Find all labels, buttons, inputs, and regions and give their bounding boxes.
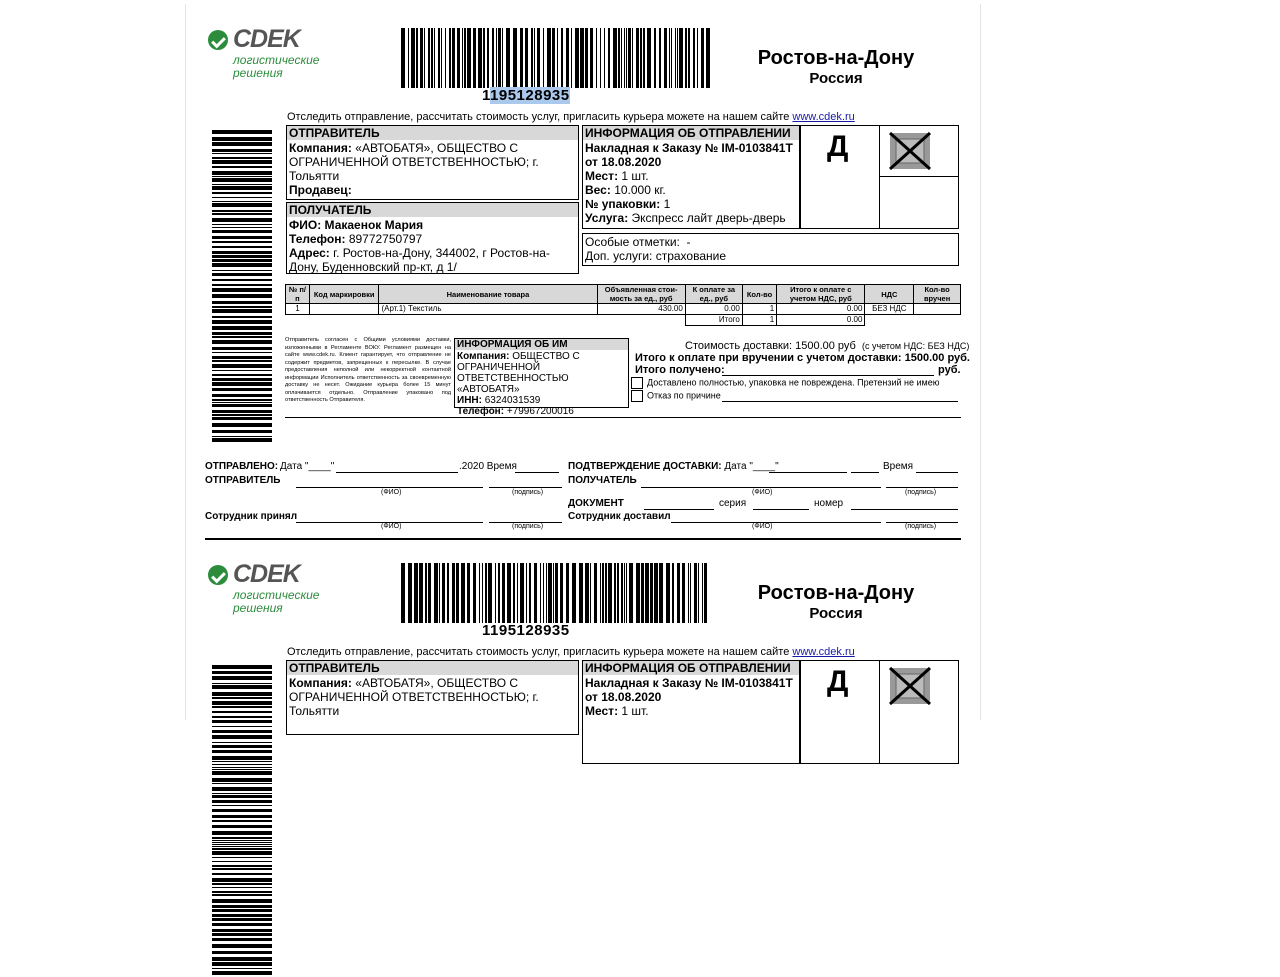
sender-box [286, 125, 579, 200]
marks-divider-h [879, 176, 959, 177]
cdek-site-link[interactable]: www.cdek.ru [792, 111, 855, 123]
confirm-time-line [916, 472, 958, 473]
sent-year: .2020 Время [459, 461, 517, 472]
cell-qty: 1 [742, 304, 776, 315]
destination-country: Россия [809, 70, 863, 87]
recipient-box [286, 202, 579, 274]
waybill-page [185, 4, 981, 720]
caption-sign-2: (подпись) [512, 523, 544, 530]
sender-fio-line [296, 487, 483, 488]
caption-sign-3: (подпись) [905, 489, 937, 496]
tracking-note: Отследить отправление, рассчитать стоимость услуг, пригласить курьера можете на нашем сайте www.cdek.ru [287, 111, 855, 123]
barcode-2 [401, 563, 713, 623]
logo-name: CDEK [233, 25, 300, 53]
marks-divider [879, 126, 880, 228]
sender-seller: Продавец: [289, 183, 352, 197]
cell-total: 0.00 [777, 304, 865, 315]
col-qty: Кол-во [742, 285, 776, 304]
employee-accepted: Сотрудник принял [205, 511, 298, 522]
marks-box [800, 125, 959, 229]
total-qty: 1 [742, 315, 776, 326]
no-fragile-icon [887, 129, 933, 173]
document-line [644, 509, 714, 510]
legal-terms: Отправитель согласен с Общими условиями доставки, изложенными в Регламенте ВОКУ. Регламент размещен на сайте www.cdek.ru. Клиент гарантирует, что отправление не содержит предметов, запрещенных к пересылке. В случае предоставления неполной или некорректной контактной информации Исполнитель ответственность за своевременную доставку не несет. Ожидание курьера более 15 минут оплачивается отдельно. Отправление упаковано под ответственность Отправителя. [285, 337, 451, 403]
recipient-header: ПОЛУЧАТЕЛЬ [287, 203, 578, 217]
special-marks: Особые отметки: - [585, 235, 691, 249]
destination [736, 46, 936, 88]
cell-name: (Арт.1) Текстиль [379, 304, 597, 315]
refusal-line [722, 401, 958, 402]
shipment-date-2: от 18.08.2020 [585, 690, 662, 704]
received-label: Итого получено: [635, 364, 725, 376]
table-row [286, 304, 961, 315]
service-letter-2: Д [827, 665, 849, 698]
check-delivered[interactable]: Доставлено полностью, упаковка не повреждена. Претензий не имею [631, 377, 939, 389]
shipment-box-2 [582, 660, 800, 764]
shipment-service: Услуга: Экспресс лайт дверь-дверь [585, 211, 786, 225]
destination-2 [736, 581, 936, 623]
logo-name-2: CDEK [233, 560, 300, 588]
number-line [851, 509, 958, 510]
destination-country-2: Россия [809, 605, 863, 622]
im-company: Компания: ОБЩЕСТВО С ОГРАНИЧЕННОЙ ОТВЕТСТВЕННОСТЬЮ «АВТОБАТЯ» [457, 351, 580, 395]
im-info-box [454, 338, 629, 417]
destination-city: Ростов-на-Дону [757, 47, 915, 69]
caption-sign: (подпись) [512, 489, 544, 496]
cell-code [309, 304, 379, 315]
sent-date: Дата "____" [280, 461, 335, 472]
cdek-logo [208, 25, 348, 98]
recipient-fio-line [641, 487, 881, 488]
series-line [753, 509, 809, 510]
extra-services: Доп. услуги: страхование [585, 249, 727, 263]
destination-city-2: Ростов-на-Дону [757, 582, 915, 604]
cell-declared: 430.00 [597, 304, 685, 315]
marks-divider-2 [879, 661, 880, 763]
shipment-places-2: Мест: 1 шт. [585, 704, 649, 718]
number-label: номер [814, 498, 844, 509]
check-refusal[interactable]: Отказ по причине [631, 390, 721, 402]
cdek-site-link-2[interactable]: www.cdek.ru [792, 646, 855, 658]
employee-delivered: Сотрудник доставил [568, 511, 671, 522]
marks-box-2 [800, 660, 959, 764]
sent-month-line [336, 472, 458, 473]
total-label: Итого [685, 315, 742, 326]
barcode-number[interactable]: 1195128935 [482, 87, 570, 104]
confirm-day-line [851, 472, 879, 473]
col-pay: К оплате за ед., руб [685, 285, 742, 304]
cdek-logo-2 [208, 560, 348, 633]
shipment-invoice-2: Накладная к Заказу № IM-0103841T [585, 676, 793, 690]
received-currency: руб. [938, 364, 961, 376]
caption-sign-4: (подпись) [905, 523, 937, 530]
copy-separator [205, 538, 961, 540]
im-inn: ИНН: 6324031539 [457, 395, 541, 406]
col-code: Код маркировки [309, 285, 379, 304]
delivery-cost: Стоимость доставки: 1500.00 руб (с учетом НДС: БЕЗ НДС) [685, 340, 970, 352]
notes-box [582, 233, 959, 266]
recipient-sign-label: ПОЛУЧАТЕЛЬ [568, 475, 637, 486]
col-total: Итого к оплате с учетом НДС, руб [777, 285, 865, 304]
recipient-sign-line [886, 487, 958, 488]
cell-pay: 0.00 [685, 304, 742, 315]
table-total-row [286, 315, 961, 326]
sender-header-2: ОТПРАВИТЕЛЬ [287, 661, 578, 675]
total-to-pay: Итого к оплате при вручении с учетом доставки: 1500.00 руб. [635, 352, 970, 364]
sent-label: ОТПРАВЛЕНО: [205, 461, 279, 472]
service-letter: Д [827, 130, 849, 163]
barcode [401, 28, 713, 88]
shipment-header: ИНФОРМАЦИЯ ОБ ОТПРАВЛЕНИИ [583, 126, 799, 140]
no-fragile-icon-2 [887, 664, 933, 708]
document-label: ДОКУМЕНТ [568, 498, 624, 509]
sender-box-2 [286, 660, 579, 735]
shipment-weight: Вес: 10.000 кг. [585, 183, 666, 197]
logo-subtitle: логистические решения [233, 53, 320, 80]
goods-table [285, 284, 961, 326]
cdek-check-icon-2 [208, 565, 228, 585]
col-delivered: Кол-во вручен [914, 285, 961, 304]
delivered-fio-line [671, 522, 881, 523]
col-vat: НДС [865, 285, 914, 304]
vertical-barcode [212, 130, 272, 442]
delivered-checkbox[interactable] [631, 377, 643, 389]
total-sum: 0.00 [777, 315, 865, 326]
sender-header: ОТПРАВИТЕЛЬ [287, 126, 578, 140]
received-line [722, 375, 934, 376]
shipment-date: от 18.08.2020 [585, 155, 662, 169]
col-name: Наименование товара [379, 285, 597, 304]
cdek-check-icon [208, 30, 228, 50]
shipment-header-2: ИНФОРМАЦИЯ ОБ ОТПРАВЛЕНИИ [583, 661, 799, 675]
recipient-address: Адрес: г. Ростов-на-Дону, 344002, г Ростов-на-Дону, Буденновский пр-кт, д 1/ [289, 246, 550, 274]
shipment-invoice: Накладная к Заказу № IM-0103841T [585, 141, 793, 155]
caption-fio-4: (ФИО) [752, 523, 773, 530]
sender-sign-line [489, 487, 562, 488]
cell-delivered [914, 304, 961, 315]
sender-company-2: Компания: «АВТОБАТЯ», ОБЩЕСТВО С ОГРАНИЧЕННОЙ ОТВЕТСТВЕННОСТЬЮ; г. Тольятти [289, 676, 539, 718]
recipient-phone: Телефон: 89772750797 [289, 232, 423, 246]
logo-subtitle-2: логистические решения [233, 588, 320, 615]
confirm-time: Время [883, 461, 914, 472]
refusal-checkbox[interactable] [631, 390, 643, 402]
shipment-pack: № упаковки: 1 [585, 197, 671, 211]
shipment-box [582, 125, 800, 229]
vertical-barcode-2 [212, 665, 272, 977]
caption-fio-2: (ФИО) [381, 523, 402, 530]
caption-fio-3: (ФИО) [752, 489, 773, 496]
shipment-places: Мест: 1 шт. [585, 169, 649, 183]
separator [285, 417, 961, 418]
recipient-name: ФИО: Макаенок Мария [289, 218, 424, 232]
sent-time-line [515, 472, 559, 473]
col-num: № п/п [286, 285, 310, 304]
im-info-header: ИНФОРМАЦИЯ ОБ ИМ [455, 339, 628, 350]
tracking-note-2: Отследить отправление, рассчитать стоимость услуг, пригласить курьера можете на нашем сайте www.cdek.ru [287, 646, 855, 658]
cell-vat: БЕЗ НДС [865, 304, 914, 315]
goods-header-row [286, 285, 961, 304]
sender-company: Компания: «АВТОБАТЯ», ОБЩЕСТВО С ОГРАНИЧЕННОЙ ОТВЕТСТВЕННОСТЬЮ; г. Тольятти [289, 141, 539, 183]
im-phone: Телефон: +79967200016 [457, 406, 574, 417]
col-declared: Объявленная стои-мость за ед., руб [597, 285, 685, 304]
cell-num: 1 [286, 304, 310, 315]
sender-sign-label: ОТПРАВИТЕЛЬ [205, 475, 281, 486]
confirm-delivery: ПОДТВЕРЖДЕНИЕ ДОСТАВКИ: Дата "____" [568, 461, 779, 472]
series-label: серия [719, 498, 747, 509]
confirm-month-line [769, 472, 847, 473]
caption-fio: (ФИО) [381, 489, 402, 496]
barcode-number-2: 1195128935 [482, 622, 570, 639]
